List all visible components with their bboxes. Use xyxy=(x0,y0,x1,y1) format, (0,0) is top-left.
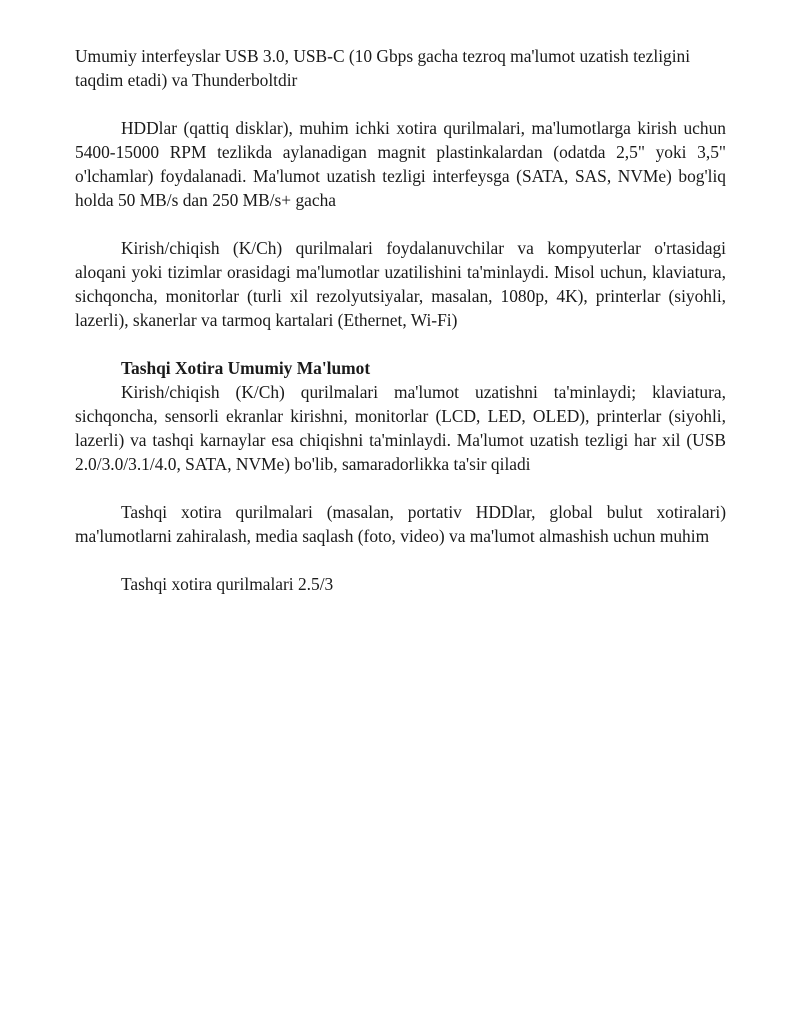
paragraph-hdd: HDDlar (qattiq disklar), muhim ichki xotira qurilmalari, ma'lumotlarga kirish uchun 5400-15000 RPM tezlikda aylanadigan magnit plastinkalardan (odatda 2,5" yoki 3,5" o'lchamlar) foydalanadi. Ma'lumot uzatish tezligi interfeysga (SATA, SAS, NVMe) bog'liq holda 50 MB/s dan 250 MB/s+ gacha xyxy=(75,118,726,210)
document-page xyxy=(75,44,726,596)
paragraph-external-storage-size: Tashqi xotira qurilmalari 2.5/3 xyxy=(121,574,334,594)
section-heading: Tashqi Xotira Umumiy Ma'lumot xyxy=(121,358,371,378)
paragraph-io-devices: Kirish/chiqish (K/Ch) qurilmalari foydalanuvchilar va kompyuterlar o'rtasidagi aloqani yoki tizimlar orasidagi ma'lumotlar uzatilishini ta'minlaydi. Misol uchun, klaviatura, sichqoncha, monitorlar (turli xil rezolyutsiyalar, masalan, 1080p, 4K), printerlar (siyohli, lazerli), skanerlar va tarmoq kartalari (Ethernet, Wi-Fi) xyxy=(75,238,726,330)
paragraph-io-transfer: Kirish/chiqish (K/Ch) qurilmalari ma'lumot uzatishni ta'minlaydi; klaviatura, sichqoncha, sensorli ekranlar kirishni, monitorlar (LCD, LED, OLED), printerlar (siyohli, lazerli) va tashqi karnaylar esa chiqishni ta'minlaydi. Ma'lumot uzatish tezligi har xil (USB 2.0/3.0/3.1/4.0, SATA, NVMe) bo'lib, samaradorlikka ta'sir qiladi xyxy=(75,382,726,474)
paragraph-interfaces: Umumiy interfeyslar USB 3.0, USB-C (10 Gbps gacha tezroq ma'lumot uzatish tezligini taqdim etadi) va Thunderboltdir xyxy=(75,46,691,90)
paragraph-external-storage: Tashqi xotira qurilmalari (masalan, portativ HDDlar, global bulut xotiralari) ma'lumotlarni zahiralash, media saqlash (foto, video) va ma'lumot almashish uchun muhim xyxy=(75,502,726,546)
